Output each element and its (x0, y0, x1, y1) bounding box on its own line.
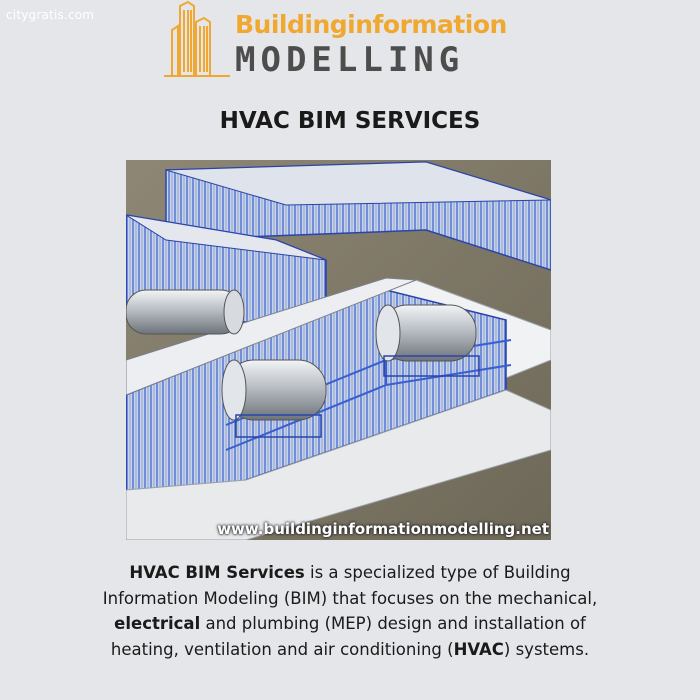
logo-line1: Buildinginformation (235, 10, 507, 39)
page-title: HVAC BIM SERVICES (219, 108, 481, 134)
desc-service-name: HVAC BIM Services (129, 563, 305, 582)
logo-line2: MODELLING (235, 40, 465, 80)
desc-electrical: electrical (114, 614, 201, 633)
desc-text-2: and plumbing (MEP) design and installation of heating, ventilation and air conditioning ( (110, 614, 586, 659)
hvac-render-graphic (126, 160, 551, 540)
logo (160, 0, 507, 80)
building-skyline-icon (160, 0, 235, 80)
description-paragraph (90, 560, 610, 662)
watermark-text: citygratis.com (6, 8, 95, 22)
desc-text-1: is a specialized type of Building Information Modeling (BIM) that focuses on the mechanical, (102, 563, 598, 608)
website-url: www.buildinginformationmodelling.net (217, 520, 549, 538)
desc-hvac: HVAC (453, 639, 504, 659)
desc-text-3: ) systems. (503, 639, 590, 659)
hvac-illustration (126, 160, 551, 540)
